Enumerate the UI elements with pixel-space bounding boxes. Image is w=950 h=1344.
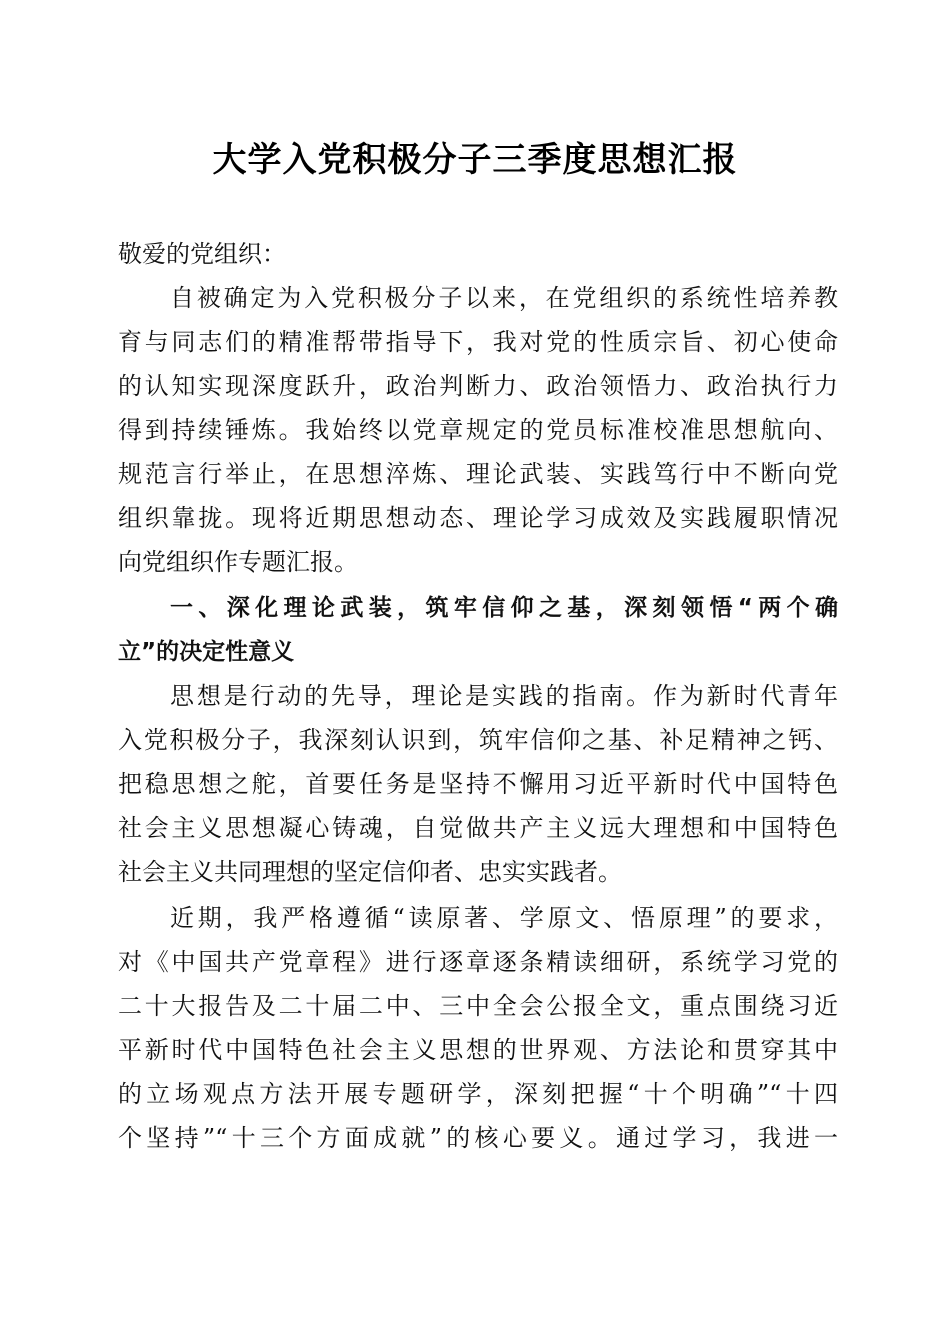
paragraph-line: 二十大报告及二十届二中、三中全会公报全文，重点围绕习近 [118,992,838,1020]
paragraph-line: 近期，我严格遵循“读原著、学原文、悟原理”的要求， [170,904,838,932]
section-heading: 立”的决定性意义 [118,639,295,665]
paragraph-line: 的立场观点方法开展专题研学，深刻把握“十个明确”“十四 [118,1080,838,1108]
paragraph-line: 向党组织作专题汇报。 [118,548,358,576]
paragraph-line: 得到持续锤炼。我始终以党章规定的党员标准校准思想航向、 [118,416,838,444]
paragraph-line: 组织靠拢。现将近期思想动态、理论学习成效及实践履职情况 [118,504,838,532]
document-title: 大学入党积极分子三季度思想汇报 [212,140,738,180]
paragraph-line: 规范言行举止，在思想淬炼、理论武装、实践笃行中不断向党 [118,460,838,488]
paragraph-line: 自被确定为入党积极分子以来，在党组织的系统性培养教 [170,284,838,312]
paragraph-line: 育与同志们的精准帮带指导下，我对党的性质宗旨、初心使命 [118,328,838,356]
paragraph-line: 入党积极分子，我深刻认识到，筑牢信仰之基、补足精神之钙、 [118,726,838,754]
section-heading: 一、深化理论武装，筑牢信仰之基，深刻领悟“两个确 [170,595,838,621]
paragraph-line: 把稳思想之舵，首要任务是坚持不懈用习近平新时代中国特色 [118,770,838,798]
paragraph-line: 对《中国共产党章程》进行逐章逐条精读细研，系统学习党的 [118,948,838,976]
paragraph-line: 社会主义思想凝心铸魂，自觉做共产主义远大理想和中国特色 [118,814,838,842]
paragraph-line: 思想是行动的先导，理论是实践的指南。作为新时代青年 [170,682,838,710]
paragraph-line: 的认知实现深度跃升，政治判断力、政治领悟力、政治执行力 [118,372,838,400]
paragraph-line: 社会主义共同理想的坚定信仰者、忠实实践者。 [118,858,622,886]
salutation: 敬爱的党组织： [118,240,286,268]
paragraph-line: 个坚持”“十三个方面成就”的核心要义。通过学习，我进一 [118,1124,838,1152]
paragraph-line: 平新时代中国特色社会主义思想的世界观、方法论和贯穿其中 [118,1036,838,1064]
